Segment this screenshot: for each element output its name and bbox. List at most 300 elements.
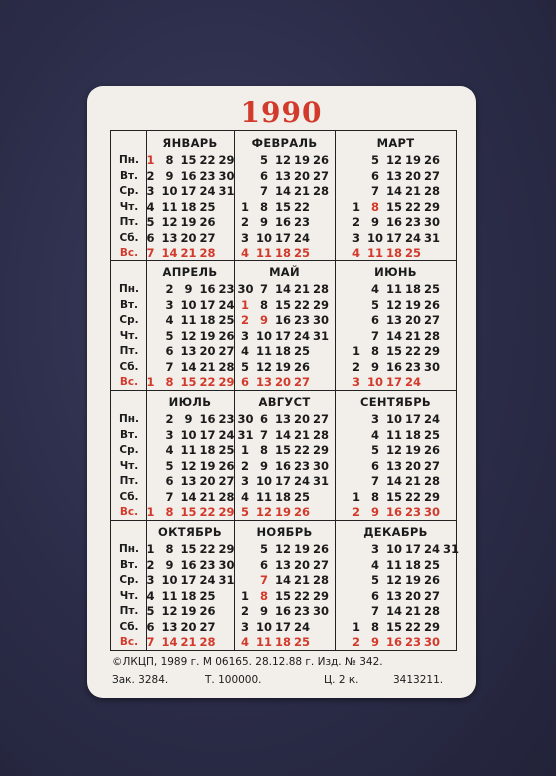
calendar-day: 23 [293, 215, 310, 229]
weekday-label: Чт. [119, 329, 139, 342]
calendar-day: 21 [404, 184, 421, 198]
calendar-day: 4 [146, 199, 155, 214]
calendar-day: 31 [312, 328, 329, 343]
calendar-day: 8 [259, 297, 268, 312]
calendar-day: 19 [293, 542, 310, 556]
weekday-label: Вт. [119, 558, 139, 571]
calendar-year: 1990 [240, 96, 323, 129]
calendar-day: 23 [199, 168, 216, 183]
calendar-day: 3 [240, 474, 249, 488]
calendar-day: 1 [351, 199, 360, 214]
calendar-day: 3 [146, 184, 155, 198]
calendar-day: 8 [165, 542, 174, 556]
calendar-day: 28 [312, 282, 329, 296]
calendar-day: 28 [199, 246, 216, 260]
weekday-label: Чт. [119, 200, 139, 213]
calendar-day: 21 [293, 282, 310, 296]
calendar-day: 7 [146, 635, 155, 649]
calendar-day: 2 [351, 635, 360, 649]
calendar-day: 17 [385, 230, 402, 245]
calendar-day: 24 [404, 230, 421, 245]
calendar-day: 26 [423, 443, 440, 457]
calendar-day: 30 [312, 604, 329, 618]
weekday-label: Пт. [119, 216, 139, 228]
calendar-day: 12 [274, 542, 291, 556]
calendar-day: 6 [240, 375, 249, 389]
calendar-day: 30 [423, 215, 440, 229]
calendar-day: 3 [146, 573, 155, 587]
calendar-day: 22 [199, 375, 216, 389]
calendar-day: 12 [255, 359, 272, 374]
calendar-day: 13 [180, 474, 197, 488]
calendar-day: 21 [404, 474, 421, 488]
calendar-day: 24 [199, 573, 216, 587]
calendar-day: 2 [146, 168, 155, 183]
calendar-day: 26 [423, 297, 440, 312]
calendar-day: 27 [423, 458, 440, 473]
calendar-day: 24 [293, 619, 310, 634]
footer-print-run: Т. 100000. [205, 674, 262, 686]
calendar-day: 21 [293, 184, 310, 198]
calendar-day: 29 [218, 542, 235, 556]
calendar-day: 26 [293, 359, 310, 374]
calendar-day: 8 [259, 443, 268, 457]
calendar-day: 3 [240, 230, 249, 245]
calendar-day: 29 [312, 297, 329, 312]
calendar-day: 20 [180, 619, 197, 634]
month-title: АПРЕЛЬ [162, 265, 218, 279]
calendar-day: 1 [146, 505, 155, 519]
calendar-card [87, 86, 476, 698]
calendar-day: 21 [404, 604, 421, 618]
calendar-day: 19 [404, 297, 421, 312]
calendar-day: 30 [423, 505, 440, 519]
weekday-label: Чт. [119, 589, 139, 602]
calendar-day: 31 [312, 474, 329, 488]
calendar-day: 20 [293, 557, 310, 572]
calendar-day: 17 [404, 412, 421, 426]
calendar-day: 19 [404, 153, 421, 167]
calendar-day: 13 [180, 344, 197, 358]
calendar-day: 26 [218, 328, 235, 343]
month-title: МАЙ [269, 265, 300, 279]
calendar-day: 20 [274, 375, 291, 389]
calendar-day: 10 [161, 184, 178, 198]
calendar-day: 12 [180, 328, 197, 343]
calendar-day: 15 [274, 199, 291, 214]
calendar-day: 27 [293, 375, 310, 389]
calendar-day: 30 [237, 412, 254, 426]
calendar-day: 7 [259, 573, 268, 587]
calendar-day: 21 [404, 328, 421, 343]
calendar-day: 17 [180, 573, 197, 587]
calendar-day: 9 [370, 215, 379, 229]
calendar-day: 24 [293, 474, 310, 488]
calendar-day: 12 [255, 505, 272, 519]
calendar-day: 15 [180, 153, 197, 167]
weekday-label: Пт. [119, 345, 139, 357]
calendar-day: 3 [165, 427, 174, 442]
calendar-day: 18 [180, 199, 197, 214]
calendar-day: 18 [180, 588, 197, 603]
calendar-day: 11 [180, 313, 197, 327]
calendar-day: 12 [274, 153, 291, 167]
calendar-day: 3 [240, 328, 249, 343]
calendar-day: 18 [274, 344, 291, 358]
calendar-day: 24 [293, 230, 310, 245]
month-grid [110, 130, 457, 651]
calendar-day: 11 [255, 344, 272, 358]
calendar-day: 4 [146, 588, 155, 603]
calendar-day: 1 [146, 542, 155, 556]
calendar-day: 17 [274, 230, 291, 245]
calendar-day: 8 [370, 199, 379, 214]
calendar-day: 4 [240, 344, 249, 358]
calendar-day: 10 [255, 619, 272, 634]
calendar-day: 10 [385, 412, 402, 426]
calendar-day: 24 [218, 297, 235, 312]
calendar-day: 5 [165, 328, 174, 343]
calendar-day: 30 [312, 458, 329, 473]
calendar-day: 20 [199, 344, 216, 358]
calendar-day: 17 [385, 375, 402, 389]
calendar-day: 9 [184, 412, 193, 426]
calendar-day: 28 [312, 573, 329, 587]
calendar-day: 29 [423, 344, 440, 358]
calendar-day: 15 [385, 489, 402, 504]
calendar-day: 11 [255, 635, 272, 649]
calendar-day: 21 [199, 489, 216, 504]
month-title: НОЯБРЬ [256, 525, 313, 539]
calendar-day: 3 [351, 230, 360, 245]
calendar-day: 4 [351, 246, 360, 260]
calendar-day: 9 [370, 635, 379, 649]
calendar-day: 28 [423, 184, 440, 198]
calendar-day: 9 [165, 557, 174, 572]
calendar-day: 4 [165, 313, 174, 327]
calendar-day: 25 [404, 246, 421, 260]
weekday-label: Ср. [119, 444, 139, 456]
calendar-day: 17 [274, 474, 291, 488]
calendar-day: 13 [161, 619, 178, 634]
grid-row-divider [111, 520, 456, 521]
calendar-day: 29 [218, 153, 235, 167]
calendar-day: 27 [312, 557, 329, 572]
weekday-label: Вс. [119, 506, 139, 518]
calendar-day: 31 [423, 230, 440, 245]
calendar-day: 21 [293, 427, 310, 442]
footer-publisher: ©ЛКЦП, 1989 г. М 06165. 28.12.88 г. Изд. № 342. [112, 656, 383, 668]
calendar-day: 8 [370, 619, 379, 634]
calendar-day: 23 [404, 359, 421, 374]
calendar-day: 3 [370, 412, 379, 426]
calendar-day: 23 [404, 635, 421, 649]
calendar-day: 23 [293, 458, 310, 473]
month-title: МАРТ [376, 136, 415, 150]
calendar-day: 7 [370, 184, 379, 198]
grid-row-divider [111, 260, 456, 261]
calendar-day: 4 [240, 246, 249, 260]
calendar-day: 6 [165, 344, 174, 358]
calendar-day: 13 [274, 168, 291, 183]
calendar-day: 20 [404, 168, 421, 183]
calendar-day: 13 [385, 588, 402, 603]
weekday-label: Вс. [119, 636, 139, 648]
calendar-day: 26 [218, 458, 235, 473]
calendar-day: 2 [240, 604, 249, 618]
month-title: ФЕВРАЛЬ [251, 136, 318, 150]
footer-order: Зак. 3284. [112, 674, 169, 686]
calendar-day: 22 [199, 542, 216, 556]
calendar-day: 2 [165, 282, 174, 296]
calendar-day: 5 [259, 542, 268, 556]
calendar-day: 3 [240, 619, 249, 634]
calendar-day: 15 [385, 619, 402, 634]
calendar-day: 25 [218, 313, 235, 327]
calendar-day: 16 [274, 458, 291, 473]
calendar-day: 25 [423, 557, 440, 572]
calendar-day: 29 [218, 375, 235, 389]
calendar-day: 30 [312, 313, 329, 327]
calendar-day: 14 [385, 604, 402, 618]
calendar-day: 22 [199, 505, 216, 519]
calendar-day: 25 [293, 635, 310, 649]
calendar-day: 9 [259, 215, 268, 229]
calendar-day: 9 [259, 313, 268, 327]
weekday-label: Сб. [119, 490, 139, 503]
calendar-day: 6 [370, 458, 379, 473]
calendar-day: 19 [180, 215, 197, 229]
calendar-day: 14 [274, 573, 291, 587]
calendar-day: 19 [404, 573, 421, 587]
calendar-day: 12 [385, 573, 402, 587]
calendar-day: 19 [199, 328, 216, 343]
calendar-day: 17 [199, 297, 216, 312]
calendar-day: 14 [385, 474, 402, 488]
calendar-day: 5 [165, 458, 174, 473]
calendar-day: 18 [404, 282, 421, 296]
calendar-day: 19 [274, 359, 291, 374]
calendar-day: 7 [165, 359, 174, 374]
calendar-day: 2 [240, 313, 249, 327]
calendar-day: 8 [165, 505, 174, 519]
calendar-day: 25 [423, 282, 440, 296]
weekday-label: Вт. [119, 428, 139, 441]
calendar-day: 1 [351, 489, 360, 504]
calendar-day: 2 [351, 359, 360, 374]
calendar-day: 7 [370, 328, 379, 343]
calendar-day: 15 [274, 297, 291, 312]
calendar-day: 14 [161, 635, 178, 649]
calendar-day: 16 [385, 215, 402, 229]
calendar-day: 1 [351, 344, 360, 358]
calendar-day: 28 [423, 474, 440, 488]
calendar-day: 2 [351, 505, 360, 519]
calendar-day: 17 [274, 619, 291, 634]
calendar-day: 2 [165, 412, 174, 426]
calendar-day: 26 [423, 153, 440, 167]
calendar-day: 13 [161, 230, 178, 245]
calendar-day: 26 [293, 505, 310, 519]
calendar-day: 5 [259, 153, 268, 167]
calendar-day: 12 [161, 604, 178, 618]
calendar-day: 25 [293, 344, 310, 358]
calendar-day: 12 [161, 215, 178, 229]
calendar-day: 6 [259, 412, 268, 426]
calendar-day: 10 [180, 297, 197, 312]
calendar-day: 2 [240, 215, 249, 229]
month-title: ЯНВАРЬ [162, 136, 218, 150]
weekday-label: Пн. [118, 543, 140, 555]
calendar-day: 11 [385, 282, 402, 296]
weekday-label: Ср. [119, 314, 139, 326]
calendar-day: 27 [312, 168, 329, 183]
calendar-day: 28 [312, 184, 329, 198]
calendar-day: 7 [370, 474, 379, 488]
calendar-day: 14 [274, 184, 291, 198]
calendar-day: 13 [274, 412, 291, 426]
calendar-day: 1 [240, 443, 249, 457]
calendar-day: 10 [161, 573, 178, 587]
calendar-day: 28 [199, 635, 216, 649]
calendar-day: 23 [218, 412, 235, 426]
calendar-day: 3 [370, 542, 379, 556]
calendar-day: 1 [146, 153, 155, 167]
calendar-day: 16 [385, 359, 402, 374]
calendar-day: 29 [312, 443, 329, 457]
calendar-day: 11 [161, 199, 178, 214]
calendar-day: 13 [385, 168, 402, 183]
calendar-day: 15 [274, 588, 291, 603]
calendar-day: 20 [293, 168, 310, 183]
calendar-day: 11 [385, 427, 402, 442]
calendar-day: 15 [385, 344, 402, 358]
calendar-day: 3 [165, 297, 174, 312]
weekday-label: Вс. [119, 376, 139, 388]
calendar-day: 27 [218, 474, 235, 488]
calendar-day: 12 [385, 443, 402, 457]
month-title: АВГУСТ [258, 395, 311, 409]
weekday-label: Пн. [118, 154, 140, 166]
calendar-day: 13 [385, 458, 402, 473]
calendar-day: 14 [161, 246, 178, 260]
calendar-day: 7 [165, 489, 174, 504]
calendar-day: 26 [312, 153, 329, 167]
weekday-label: Чт. [119, 459, 139, 472]
calendar-day: 26 [199, 215, 216, 229]
calendar-day: 31 [237, 427, 254, 442]
weekday-label: Ср. [119, 574, 139, 586]
calendar-day: 5 [146, 215, 155, 229]
calendar-day: 5 [370, 153, 379, 167]
calendar-day: 30 [423, 359, 440, 374]
calendar-day: 17 [199, 427, 216, 442]
calendar-day: 18 [404, 557, 421, 572]
calendar-day: 24 [199, 184, 216, 198]
grid-row-divider [111, 390, 456, 391]
footer-code: 3413211. [393, 674, 444, 686]
calendar-day: 22 [404, 199, 421, 214]
calendar-day: 1 [146, 375, 155, 389]
calendar-day: 16 [180, 168, 197, 183]
calendar-day: 27 [423, 313, 440, 327]
calendar-day: 9 [259, 458, 268, 473]
calendar-day: 8 [259, 199, 268, 214]
calendar-day: 31 [218, 573, 235, 587]
calendar-day: 6 [370, 313, 379, 327]
calendar-day: 2 [351, 215, 360, 229]
calendar-day: 12 [385, 297, 402, 312]
grid-column-divider [335, 131, 336, 650]
calendar-day: 15 [180, 505, 197, 519]
calendar-day: 27 [423, 168, 440, 183]
calendar-day: 21 [199, 359, 216, 374]
calendar-day: 26 [312, 542, 329, 556]
calendar-day: 16 [274, 604, 291, 618]
calendar-day: 20 [180, 230, 197, 245]
calendar-day: 2 [146, 557, 155, 572]
calendar-day: 3 [351, 375, 360, 389]
calendar-day: 14 [180, 489, 197, 504]
calendar-day: 13 [255, 375, 272, 389]
calendar-day: 25 [199, 588, 216, 603]
weekday-label: Вт. [119, 298, 139, 311]
calendar-day: 18 [385, 246, 402, 260]
calendar-day: 12 [385, 153, 402, 167]
calendar-day: 27 [199, 230, 216, 245]
weekday-label: Пт. [119, 605, 139, 617]
calendar-day: 27 [312, 412, 329, 426]
month-title: ДЕКАБРЬ [363, 525, 428, 539]
calendar-day: 30 [218, 168, 235, 183]
calendar-day: 6 [370, 588, 379, 603]
calendar-day: 16 [180, 557, 197, 572]
calendar-day: 31 [442, 542, 459, 556]
weekday-label: Сб. [119, 360, 139, 373]
calendar-day: 1 [240, 199, 249, 214]
calendar-day: 14 [385, 184, 402, 198]
calendar-day: 22 [293, 199, 310, 214]
calendar-day: 19 [274, 505, 291, 519]
calendar-day: 15 [180, 375, 197, 389]
calendar-day: 18 [274, 246, 291, 260]
calendar-day: 25 [218, 443, 235, 457]
calendar-day: 27 [218, 344, 235, 358]
calendar-day: 22 [293, 443, 310, 457]
calendar-day: 29 [312, 588, 329, 603]
calendar-day: 17 [404, 542, 421, 556]
calendar-day: 29 [423, 619, 440, 634]
calendar-day: 24 [423, 542, 440, 556]
calendar-day: 7 [370, 604, 379, 618]
calendar-day: 22 [293, 588, 310, 603]
calendar-day: 10 [255, 230, 272, 245]
calendar-day: 15 [274, 443, 291, 457]
calendar-day: 9 [184, 282, 193, 296]
calendar-day: 14 [180, 359, 197, 374]
month-title: ИЮЛЬ [168, 395, 212, 409]
calendar-day: 8 [370, 489, 379, 504]
weekday-label: Пт. [119, 475, 139, 487]
calendar-day: 5 [370, 297, 379, 312]
calendar-day: 21 [293, 573, 310, 587]
calendar-day: 24 [423, 412, 440, 426]
calendar-day: 29 [423, 199, 440, 214]
calendar-day: 18 [274, 635, 291, 649]
calendar-day: 25 [293, 489, 310, 504]
calendar-day: 1 [351, 619, 360, 634]
calendar-day: 22 [404, 619, 421, 634]
